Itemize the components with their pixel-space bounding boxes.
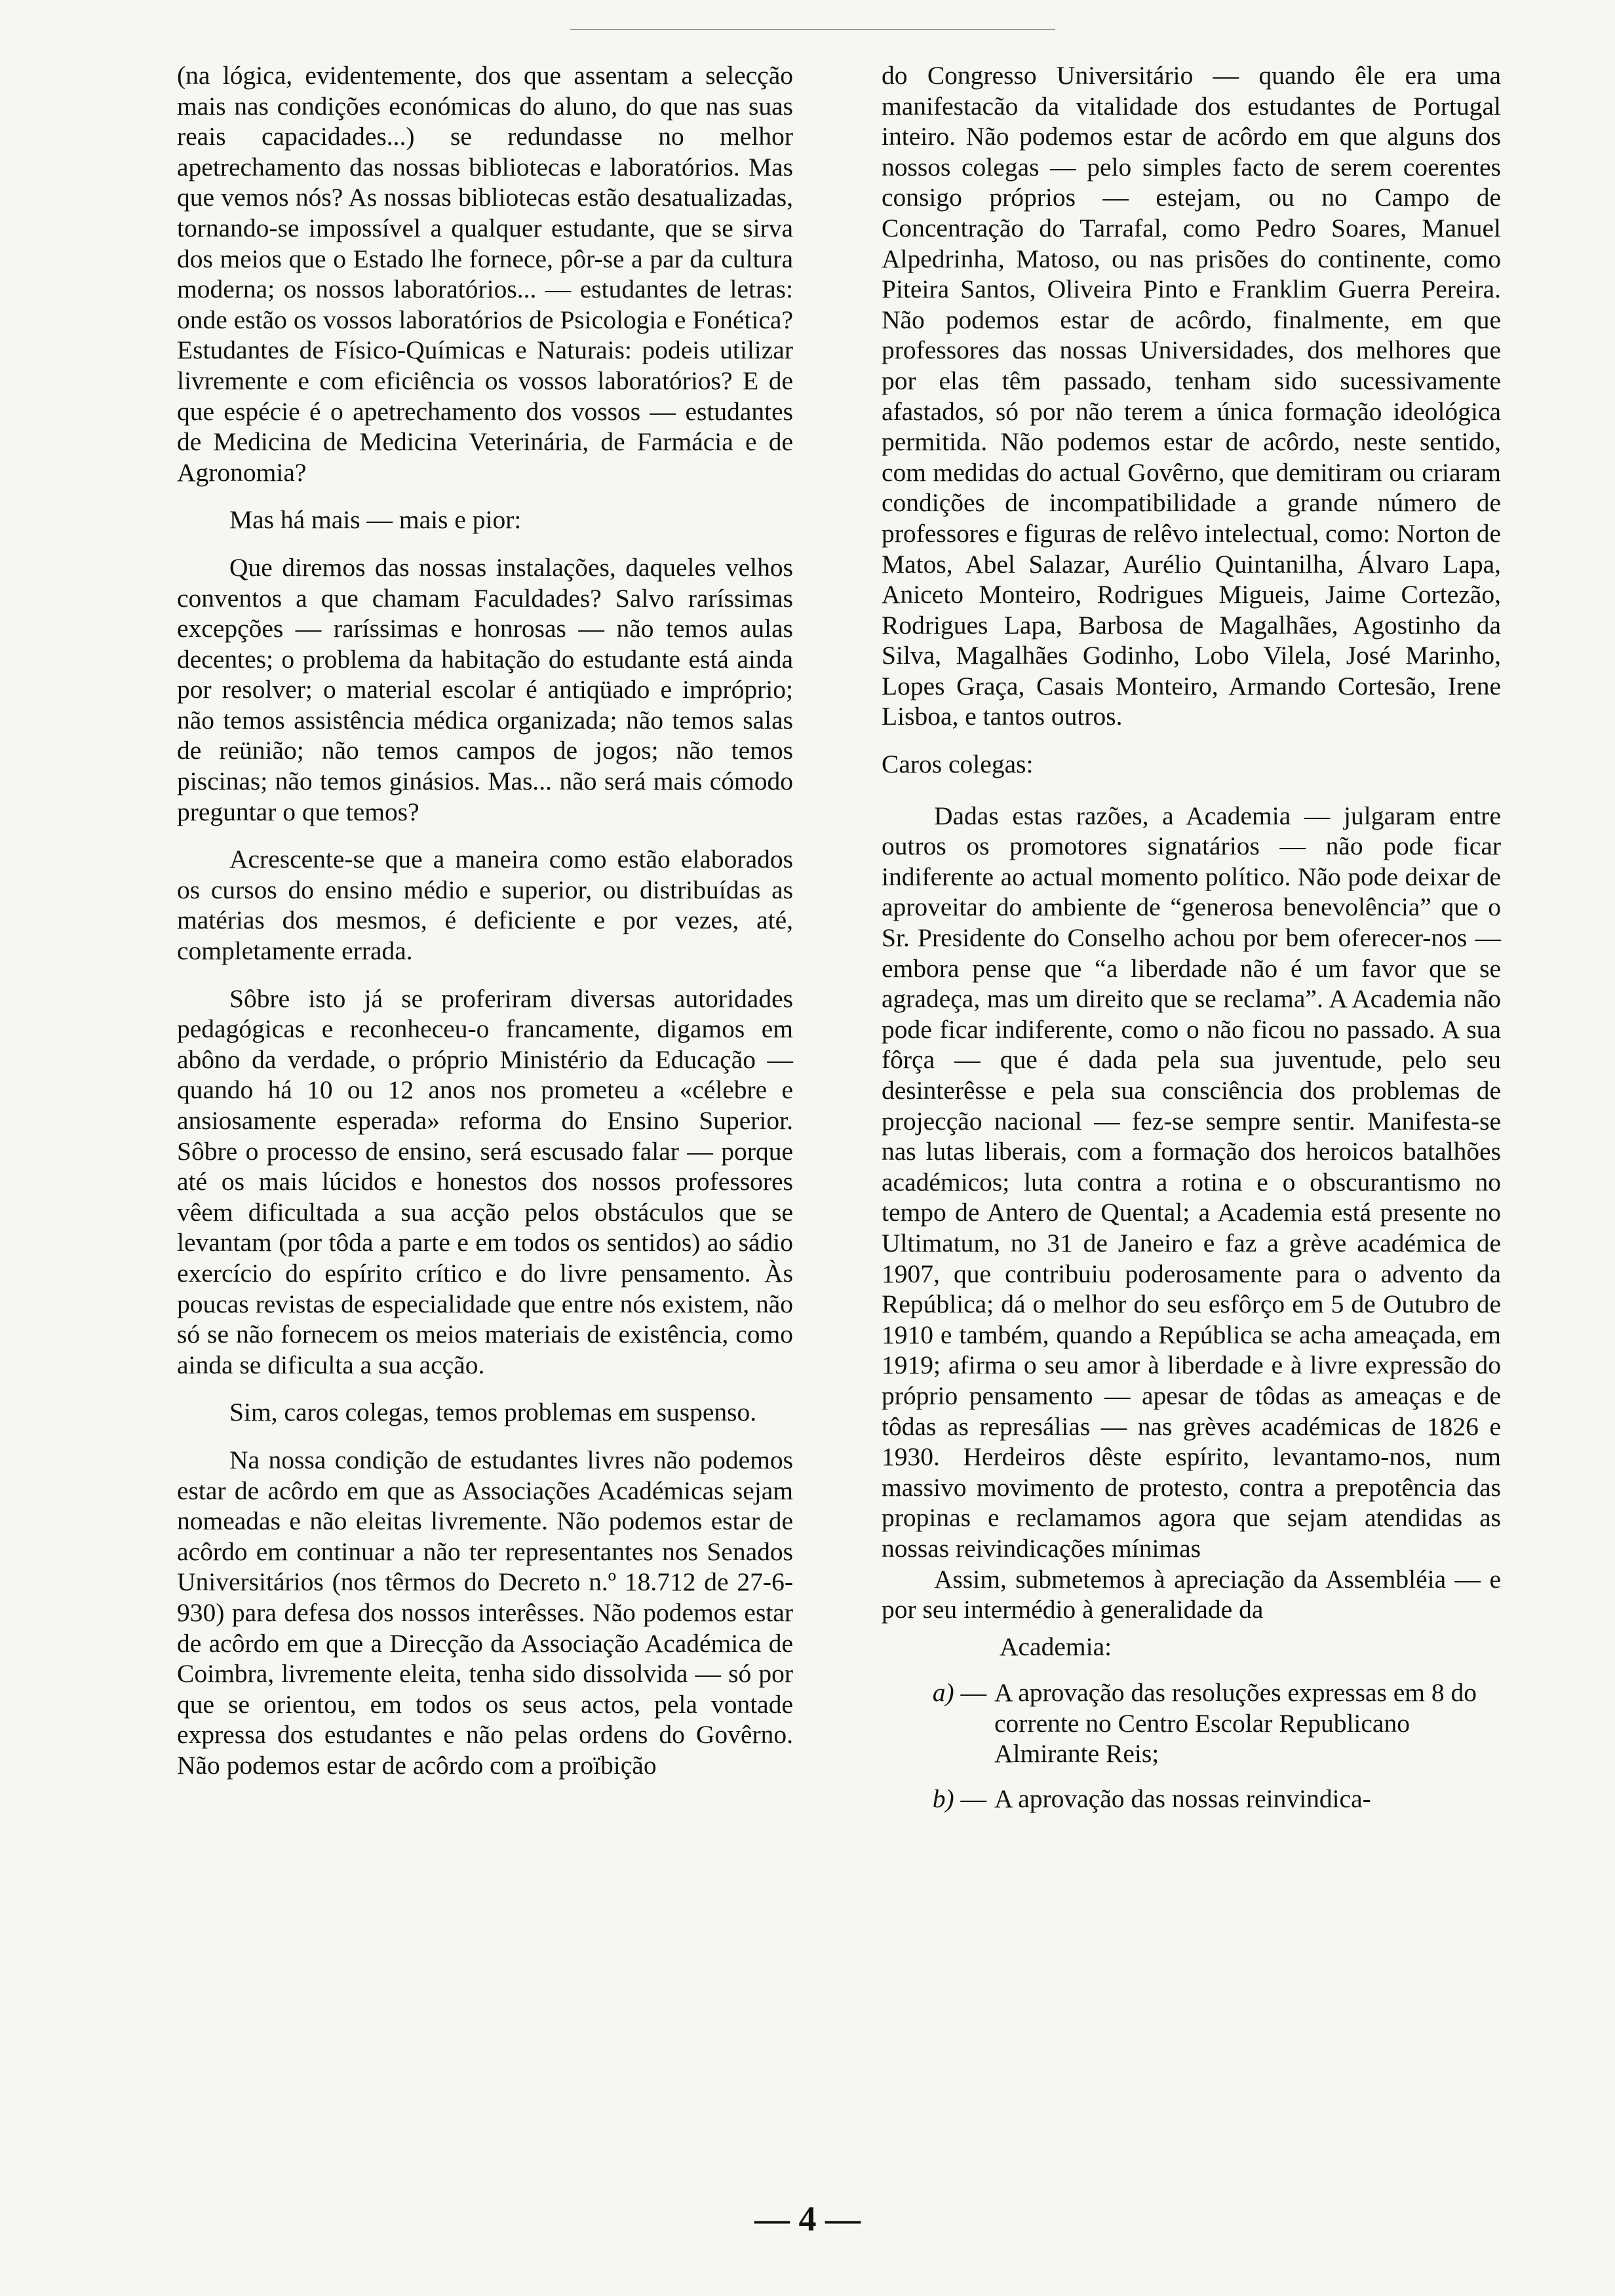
list-marker: b) — [932, 1784, 986, 1814]
paragraph: (na lógica, evidentemente, dos que assentam a selecção mais nas condições económicas do aluno, do que nas suas reais capacidades...) se redundasse no melhor apetrechamento das nossas bibliotecas e laboratórios. Mas que vemos nós? As nossas bibliotecas estão desatualizadas, tornando-se impossível a qualquer estudante, que se sirva dos meios que o Estado lhe fornece, pôr-se a par da cultura moderna; os nossos laboratórios... — estudantes de letras: onde estão os vossos laboratórios de Psicologia e Fonética? Estudantes de Físico-Químicas e Naturais: podeis utilizar livremente e com eficiência os vossos laboratórios? E de que espécie é o apetrechamento dos vossos — estudantes de Medicina de Medicina Veterinária, de Farmácia e de Agronomia? [177, 61, 793, 487]
list-item-text: A aprovação das nossas reinvindica- [994, 1784, 1371, 1814]
page-number: — 4 — [754, 2199, 861, 2238]
paragraph: Acrescente-se que a maneira como estão elaborados os cursos do ensino médio e superior, ou distribuídas as matérias dos mesmos, é deficiente e por vezes, até, completamente errada. [177, 845, 793, 966]
top-rule [570, 29, 1055, 30]
paragraph: Assim, submetemos à apreciação da Assembléia — e por seu intermédio à generalidade da [882, 1564, 1501, 1624]
paragraph: Na nossa condição de estudantes livres não podemos estar de acôrdo em que as Associações Académicas sejam nomeadas e não eleitas livremente. Não podemos estar de acôrdo em continuar a não ter representantes nos Senados Universitários (nos têrmos do Decreto n.º 18.712 de 27-6-930) para defesa dos nossos interêsses. Não podemos estar de acôrdo em que a Direcção da Associação Académica de Coimbra, livremente eleita, tenha sido dissolvida — só por que se orientou, em todos os seus actos, pela vontade expressa dos estudantes e não pelas ordens do Govêrno. Não podemos estar de acôrdo com a proïbição [177, 1445, 793, 1780]
list-marker: a) — [932, 1678, 986, 1708]
paragraph: Que diremos das nossas instalações, daqueles velhos conventos a que chamam Faculdades? Salvo raríssimas excepções — raríssimas e honrosas — não temos aulas decentes; o problema da habitação do estudante está ainda por resolver; o material escolar é antiqüado e impróprio; não temos assistência médica organizada; não temos salas de reünião; não temos campos de jogos; não temos piscinas; não temos ginásios. Mas... não será mais cómodo preguntar o que temos? [177, 552, 793, 826]
section-heading: Caros colegas: [882, 750, 1034, 779]
left-column [177, 60, 793, 1780]
list-item-text: A aprovação das resoluções expressas em 8 do corrente no Centro Escolar Republicano Almirante Reis; [994, 1678, 1477, 1769]
paragraph: do Congresso Universitário — quando êle era uma manifestacão da vitalidade dos estudantes de Portugal inteiro. Não podemos estar de acôrdo em que alguns dos nossos colegas — pelo simples facto de serem coerentes consigo próprios — estejam, ou no Campo de Concentração do Tarrafal, como Pedro Soares, Manuel Alpedrinha, Matoso, ou nas prisões do continente, como Piteira Santos, Oliveira Pinto e Franklim Guerra Pereira. Não podemos estar de acôrdo, finalmente, em que professores das nossas Universidades, dos melhores que por elas têm passado, tenham sido sucessivamente afastados, só por não terem a única formação ideológica permitida. Não podemos estar de acôrdo, neste sentido, com medidas do actual Govêrno, que demitiram ou criaram condições de incompatibilidade a grande número de professores e figuras de relêvo intelectual, como: Norton de Matos, Abel Salazar, Aurélio Quintanilha, Álvaro Lapa, Aniceto Monteiro, Rodrigues Migueis, Jaime Cortezão, Rodrigues Lapa, Barbosa de Magalhães, Agostinho da Silva, Magalhães Godinho, Lobo Vilela, José Marinho, Lopes Graça, Casais Monteiro, Armando Cortesão, Irene Lisboa, e tantos outros. [882, 61, 1501, 731]
academia-label: Academia: [1000, 1632, 1112, 1661]
paragraph: Dadas estas razões, a Academia — julgaram entre outros os promotores signatários — não pode ficar indiferente ao actual momento político. Não pode deixar de aproveitar do ambiente de “generosa benevolência” que o Sr. Presidente do Conselho achou por bem oferecer-nos — embora pense que “a liberdade não é um favor que se agradeça, mas um direito que se reclama”. A Academia não pode ficar indiferente, como o não ficou no passado. A sua fôrça — que é dada pela sua juventude, pelo seu desinterêsse e pela sua consciência dos problemas de projecção nacional — fez-se sempre sentir. Manifesta-se nas lutas liberais, com a formação dos heroicos batalhões académicos; luta contra a rotina e o obscurantismo no tempo de Antero de Quental; a Academia está presente no Ultimatum, no 31 de Janeiro e faz a grève académica de 1907, que contribuiu poderosamente para o advento da República; dá o melhor do seu esfôrço em 5 de Outubro de 1910 e também, quando a República se acha ameaçada, em 1919; afirma o seu amor à liberdade e à livre expressão do próprio pensamento — apesar de tôdas as ameaças e de tôdas as represálias — nas grèves académicas de 1826 e 1930. Herdeiros dêste espírito, levantamo-nos, num massivo movimento de protesto, contra a prepotência das propinas e reclamamos agora que sejam atendidas as nossas reivindicações mínimas [882, 801, 1501, 1563]
list-item [882, 1677, 1501, 1769]
paragraph: Sôbre isto já se proferiram diversas autoridades pedagógicas e reconheceu-o francamente, digamos em abôno da verdade, o próprio Ministério da Educação — quando há 10 ou 12 anos nos prometeu a «célebre e ansiosamente esperada» reforma do Ensino Superior. Sôbre o processo de ensino, será escusado falar — porque até os mais lúcidos e honestos dos nossos professores vêem dificultada a sua acção pelos obstáculos que se levantam (por tôda a parte e em todos os sentidos) ao sádio exercício do espírito crítico e do livre pensamento. Às poucas revistas de especialidade que entre nós existem, não só se não fornecem os meios materiais de existência, como ainda se dificulta a sua acção. [177, 984, 793, 1379]
right-column [882, 60, 1501, 1829]
paragraph: Mas há mais — mais e pior: [229, 505, 522, 535]
list-item [882, 1784, 1501, 1814]
paragraph: Sim, caros colegas, temos problemas em suspenso. [229, 1398, 757, 1427]
